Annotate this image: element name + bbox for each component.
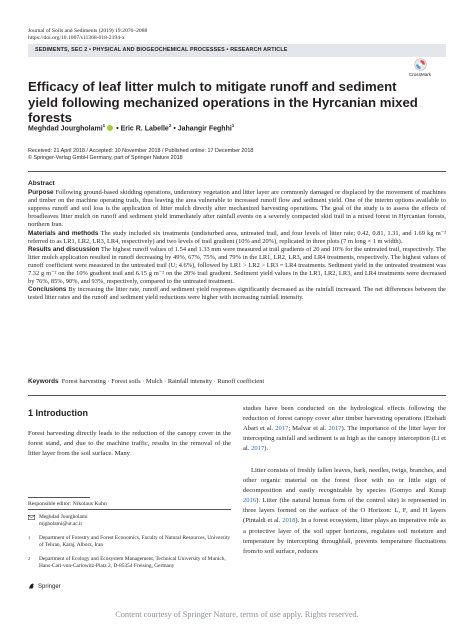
author-2[interactable]: Eric R. Labelle xyxy=(120,125,169,133)
citation-link[interactable]: 2017 xyxy=(328,425,342,433)
section-band-label: SEDIMENTS, SEC 2 • PHYSICAL AND BIOGEOCHEMICAL PROCESSES • RESEARCH ARTICLE xyxy=(35,47,288,53)
citation-link[interactable]: 2018 xyxy=(282,517,296,525)
results-text: The highest runoff values of 1.54 and 1.33 mm were measured at trail gradients of 20 and 10% for the untreated trail, respectively. The litter mulch application resulted in runoff decreasing by 49%, 67%, 75%, and 79% in the LR1, LR2, LR3, and LR4 treatments, respectively. The highest values of runoff coefficient were measured in the untreated trail (U; 4.6%), followed by LR1 > LR2 > LR3 = LR4 treatments. Sediment yield in the untreated treatment was 7.32 g m⁻² on the 10% gradient trail and 6.15 g m⁻² on the 20% trail gradient. Sediment yield values in the LR1, LR2, LR3, and LR4 treatments were decreased by 76%, 85%, 90%, and 93%, respectively, compared to the untreated treatment. xyxy=(28,245,446,286)
divider xyxy=(28,171,446,172)
methods-text: The study included six treatments (undisturbed area, untreated trail, and four levels of litter rate; 0.42, 0.81, 1.31, and 1.69 kg m⁻² referred to as LR1, LR2, LR3, LR4, respectively) and two levels of trail gradient (10% and 20%), replicated in three plots (7 m long × 1 m width). xyxy=(28,229,447,245)
divider xyxy=(28,395,446,396)
contact-email[interactable]: mjgholami@ut.ac.ir xyxy=(39,520,83,527)
intro-paragraph-right-1 xyxy=(243,404,446,454)
text-run: Litter consists of freshly fallen leaves, bark, needles, twigs, branches, and other organic material on the forest floor with no or little sign of decomposition and easily recognizable by species (Gomyo and Kuraji xyxy=(243,467,446,495)
springer-horse-icon xyxy=(28,583,35,589)
affiliation-1 xyxy=(28,535,231,549)
publisher-name: Springer xyxy=(38,584,61,590)
section-band xyxy=(28,44,446,57)
abstract-heading: Abstract xyxy=(28,180,55,187)
crossmark-label: CrossMark xyxy=(408,72,432,77)
journal-citation: Journal of Soils and Sediments (2019) 19:2076–2088 xyxy=(28,28,148,34)
text-run: ). xyxy=(264,445,269,453)
author-3-affil: 1 xyxy=(231,123,235,128)
doi-link[interactable]: https://doi.org/10.1007/s11368-018-2194-x xyxy=(28,35,125,41)
orcid-icon[interactable] xyxy=(107,125,113,131)
affiliation-2 xyxy=(28,556,231,570)
affiliation-2-text: Department of Ecology and Ecosystem Management, Technical University of Munich, Hans-Carl-von-Carlowitz-Platz 2, D-85354 Freising, Germany xyxy=(39,556,226,569)
section-heading: 1 Introduction xyxy=(28,408,88,418)
crossmark-badge[interactable] xyxy=(402,58,438,80)
dates-line: Received: 21 April 2018 / Accepted: 10 November 2018 / Published online: 17 December 2018 xyxy=(28,148,254,154)
citation-link[interactable]: 2017 xyxy=(275,425,289,433)
copyright-line: © Springer-Verlag GmbH Germany, part of Springer Nature 2018 xyxy=(28,155,183,162)
responsible-editor: Responsible editor: Nikolaus Kuhn xyxy=(28,501,107,507)
publication-dates xyxy=(28,148,253,162)
courtesy-notice: Content courtesy of Springer Nature, terms of use apply. Rights reserved. xyxy=(115,610,359,619)
methods-label: Materials and methods xyxy=(28,229,99,237)
purpose-label: Purpose xyxy=(28,189,54,197)
affiliation-1-text: Department of Forestry and Forest Economics, Faculty of Natural Resources, University of Tehran, Karaj, Alborz, Iran xyxy=(39,535,231,548)
keywords-text: Forest harvesting · Forest soils · Mulch · Rainfall intensity · Runoff coefficient xyxy=(61,378,265,385)
article-title: Efficacy of leaf litter mulch to mitigate runoff and sediment yield following mechanized operations in the Hyrcanian mixed forests xyxy=(28,79,418,125)
author-3[interactable]: Jahangir Feghhi xyxy=(177,125,232,133)
abstract-methods xyxy=(28,230,446,246)
citation-link[interactable]: 2017 xyxy=(251,445,265,453)
corresponding-author xyxy=(28,514,231,528)
author-1-affil: 1 xyxy=(102,123,106,128)
divider xyxy=(28,509,231,510)
abstract-purpose xyxy=(28,189,446,229)
keywords xyxy=(28,378,446,386)
keywords-label: Keywords xyxy=(28,378,59,385)
conclusions-text: By increasing the litter rate, runoff and sediment yield responses significantly decreased as the rainfall increased. The net differences between the tested litter rates and the runoff and sediment yield reductions were higher with increasing rainfall intensity. xyxy=(28,286,446,302)
author-1[interactable]: Meghdad Jourgholami xyxy=(28,125,103,133)
abstract xyxy=(28,180,446,302)
text-run: ). The importance of the litter layer for intercepting rainfall and sediment is as high as the canopy interception (Li et al. xyxy=(243,425,446,453)
conclusions-label: Conclusions xyxy=(28,286,67,294)
author-separator: • xyxy=(114,125,121,133)
text-run: ; Malvar et al. xyxy=(288,425,329,433)
envelope-icon xyxy=(28,515,35,520)
crossmark-icon xyxy=(414,58,427,71)
publisher-logo xyxy=(28,583,61,590)
results-label: Results and discussion xyxy=(28,245,100,253)
text-run: ). In a forest ecosystem, litter plays an imperative role as a protective layer of the soil upper horizons, regulates soil moisture and temperature by intercepting throughfall, prevents temperature fluctuations from/to soil surface, reduces xyxy=(243,517,446,555)
affiliation-1-number: 1 xyxy=(28,535,31,540)
abstract-results xyxy=(28,246,446,286)
footnote-rule xyxy=(28,497,90,498)
author-list xyxy=(28,123,234,132)
citation-link[interactable]: 2016 xyxy=(243,497,257,505)
intro-paragraph-right-2 xyxy=(243,466,446,557)
author-2-affil: 2 xyxy=(168,123,172,128)
text-run: ). Litter (the natural humus form of the control site) is represented in three layers formed on the surface of the O Horizon: L, F, and H layers (Pintaldi et al. xyxy=(243,497,446,525)
author-separator: • xyxy=(171,125,178,133)
text-run: studies have been conducted on the hydrological effects following the reduction of forest canopy cover after timber harvesting operations (Etehadi Abari et al. xyxy=(243,405,446,433)
abstract-conclusions xyxy=(28,286,446,302)
contact-name: Meghdad Jourgholami xyxy=(39,514,88,520)
intro-paragraph-left: Forest harvesting directly leads to the reduction of the canopy cover in the forest stand, and due to the machine traffic, results in the removal of the litter layer from the soil surface. Many xyxy=(28,430,231,458)
purpose-text: Following ground-based skidding operations, understory vegetation and litter layer are commonly damaged or displaced by the movement of machines and timber on the machine operating trails, thus leaving the area vulnerable to increased runoff flow and sediment yield. One of the interim options available to suppress runoff and soil loss is the application of litter mulch directly after mechanized harvesting operations. The goal of the study is to assess the effects of broadleaves litter mulch on runoff and sediment yield immediately after rainfall events on a severely compacted skid trail in a mixed forest in Hyrcanian forests, northern Iran. xyxy=(28,189,446,229)
affiliation-2-number: 2 xyxy=(28,556,31,561)
